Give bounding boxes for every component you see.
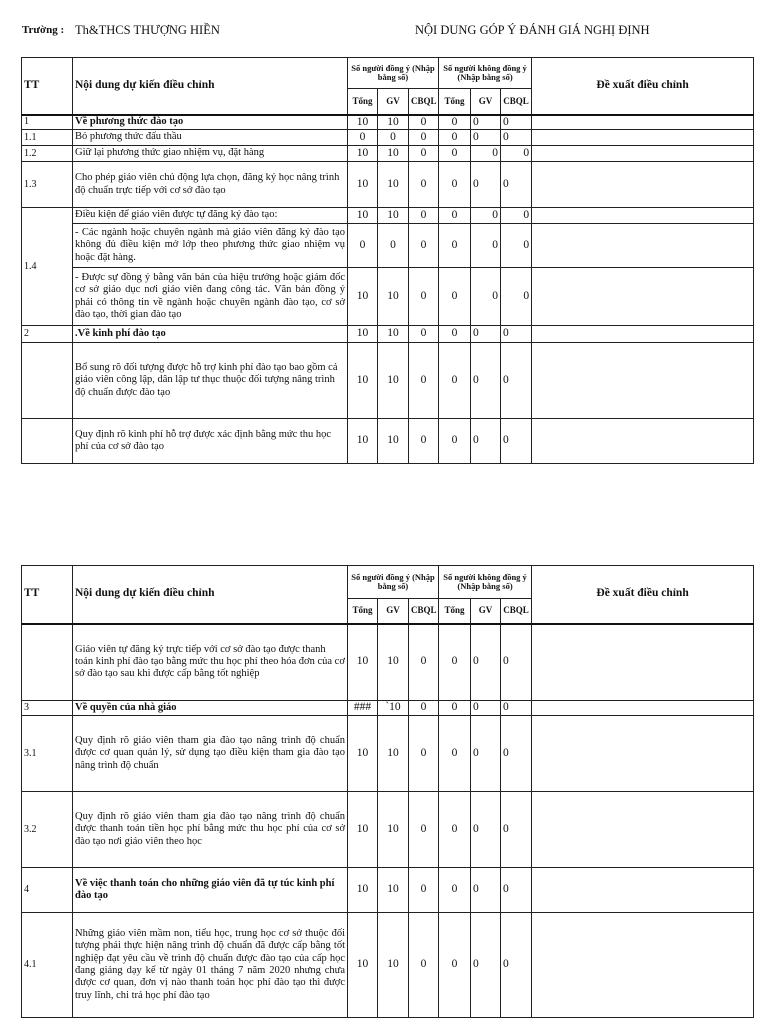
table-row <box>22 343 754 419</box>
row-content: Về phương thức đào tạo <box>73 115 348 130</box>
row-content: Giáo viên tự đăng ký trực tiếp với cơ sở đào tạo được thanh toán kinh phí đào tạo bằng mức thu học phí theo hóa đơn của cơ sở đào tạo sau khi được cấp bằng tốt nghiệp <box>73 624 348 701</box>
header-agree-total: Tổng <box>348 599 378 624</box>
header-row <box>22 58 754 89</box>
disagree-cbql: 0 <box>501 224 532 268</box>
table-row <box>22 716 754 792</box>
header-disagree-group: Số người không đồng ý (Nhập bằng số) <box>439 58 532 89</box>
table-row <box>22 268 754 326</box>
disagree-cbql: 0 <box>501 268 532 326</box>
agree-total: 10 <box>348 326 378 343</box>
agree-total: ### <box>348 701 378 716</box>
proposal-cell[interactable] <box>532 208 754 224</box>
row-content: Về việc thanh toán cho những giáo viên đã tự túc kinh phí đào tạo <box>73 868 348 913</box>
agree-total: 10 <box>348 913 378 1018</box>
disagree-cbql: 0 <box>501 208 532 224</box>
proposal-cell[interactable] <box>532 130 754 146</box>
disagree-cbql: 0 <box>501 162 532 208</box>
header-tt: TT <box>22 566 73 624</box>
header-disagree-gv: GV <box>471 89 501 115</box>
table-row <box>22 792 754 868</box>
disagree-total: 0 <box>439 115 471 130</box>
disagree-cbql: 0 <box>501 716 532 792</box>
agree-cbql: 0 <box>409 146 439 162</box>
agree-gv: 10 <box>378 162 409 208</box>
agree-gv: 10 <box>378 146 409 162</box>
disagree-cbql: 0 <box>501 326 532 343</box>
disagree-cbql: 0 <box>501 913 532 1018</box>
proposal-cell[interactable] <box>532 146 754 162</box>
agree-cbql: 0 <box>409 913 439 1018</box>
disagree-gv: 0 <box>471 146 501 162</box>
disagree-gv: 0 <box>471 115 501 130</box>
table-row <box>22 868 754 913</box>
agree-gv: 10 <box>378 208 409 224</box>
header-proposal: Đề xuất điều chỉnh <box>532 566 754 624</box>
row-number: 3.1 <box>22 716 73 792</box>
agree-gv: 0 <box>378 224 409 268</box>
table-row <box>22 624 754 701</box>
header-agree-gv: GV <box>378 89 409 115</box>
table-row <box>22 224 754 268</box>
header-proposal: Đề xuất điều chỉnh <box>532 58 754 115</box>
proposal-cell[interactable] <box>532 162 754 208</box>
agree-gv: 10 <box>378 115 409 130</box>
agree-gv: 0 <box>378 130 409 146</box>
row-content: Bỏ phương thức đấu thầu <box>73 130 348 146</box>
proposal-cell[interactable] <box>532 419 754 464</box>
agree-gv: 10 <box>378 716 409 792</box>
agree-total: 10 <box>348 208 378 224</box>
row-content: Điều kiện để giáo viên được tự đăng ký đào tạo: <box>73 208 348 224</box>
disagree-total: 0 <box>439 868 471 913</box>
row-content: Giữ lại phương thức giao nhiệm vụ, đặt hàng <box>73 146 348 162</box>
disagree-gv: 0 <box>471 868 501 913</box>
disagree-cbql: 0 <box>501 343 532 419</box>
header-agree-cbql: CBQL <box>409 599 439 624</box>
row-content: Về quyền của nhà giáo <box>73 701 348 716</box>
agree-cbql: 0 <box>409 162 439 208</box>
table-row <box>22 913 754 1018</box>
disagree-gv: 0 <box>471 701 501 716</box>
agree-gv: 10 <box>378 419 409 464</box>
row-content: Quy định rõ giáo viên tham gia đào tạo nâng trình độ chuẩn được cơ quan quản lý, sử dụng tạo điều kiện tham gia đào tạo nâng trình độ chuẩn <box>73 716 348 792</box>
agree-total: 10 <box>348 792 378 868</box>
agree-cbql: 0 <box>409 701 439 716</box>
agree-total: 0 <box>348 130 378 146</box>
disagree-gv: 0 <box>471 913 501 1018</box>
header-agree-total: Tổng <box>348 89 378 115</box>
agree-cbql: 0 <box>409 268 439 326</box>
disagree-cbql: 0 <box>501 130 532 146</box>
agree-cbql: 0 <box>409 419 439 464</box>
disagree-total: 0 <box>439 701 471 716</box>
agree-total: 10 <box>348 716 378 792</box>
disagree-total: 0 <box>439 268 471 326</box>
proposal-cell[interactable] <box>532 624 754 701</box>
agree-gv: 10 <box>378 792 409 868</box>
row-number: 1.2 <box>22 146 73 162</box>
header-disagree-gv: GV <box>471 599 501 624</box>
row-content: Quy định rõ giáo viên tham gia đào tạo nâng trình độ chuẩn được thanh toán tiền học phí bằng mức thu học phí của cơ sở đào tạo nơi giáo viên theo học <box>73 792 348 868</box>
row-number: 1.3 <box>22 162 73 208</box>
disagree-total: 0 <box>439 326 471 343</box>
document-title: NỘI DUNG GÓP Ý ĐÁNH GIÁ NGHỊ ĐỊNH <box>415 23 650 37</box>
row-content: .Về kinh phí đào tạo <box>73 326 348 343</box>
school-label: Trường : <box>22 24 65 36</box>
agree-cbql: 0 <box>409 624 439 701</box>
disagree-gv: 0 <box>471 130 501 146</box>
row-number: 3.2 <box>22 792 73 868</box>
feedback-table-1 <box>21 57 754 464</box>
agree-cbql: 0 <box>409 115 439 130</box>
disagree-total: 0 <box>439 162 471 208</box>
header-disagree-total: Tổng <box>439 89 471 115</box>
proposal-cell[interactable] <box>532 913 754 1018</box>
agree-cbql: 0 <box>409 130 439 146</box>
disagree-total: 0 <box>439 224 471 268</box>
agree-cbql: 0 <box>409 343 439 419</box>
header-agree-group: Số người đồng ý (Nhập bằng số) <box>348 58 439 89</box>
agree-total: 10 <box>348 146 378 162</box>
header-disagree-group: Số người không đồng ý (Nhập bằng số) <box>439 566 532 599</box>
disagree-cbql: 0 <box>501 419 532 464</box>
row-content: Cho phép giáo viên chủ động lựa chọn, đăng ký học nâng trình độ chuẩn trực tiếp với cơ sở đào tạo <box>73 162 348 208</box>
table-row <box>22 701 754 716</box>
row-content: Quy định rõ kinh phí hỗ trợ được xác định bằng mức thu học phí của cơ sở đào tạo <box>73 419 348 464</box>
table-row <box>22 419 754 464</box>
disagree-cbql: 0 <box>501 868 532 913</box>
agree-gv: `10 <box>378 701 409 716</box>
disagree-gv: 0 <box>471 208 501 224</box>
proposal-cell[interactable] <box>532 792 754 868</box>
row-number: 1.4 <box>22 208 73 326</box>
disagree-gv: 0 <box>471 343 501 419</box>
proposal-cell[interactable] <box>532 343 754 419</box>
agree-gv: 10 <box>378 326 409 343</box>
row-number: 1.1 <box>22 130 73 146</box>
agree-gv: 10 <box>378 913 409 1018</box>
disagree-cbql: 0 <box>501 792 532 868</box>
table-row <box>22 130 754 146</box>
disagree-total: 0 <box>439 716 471 792</box>
row-content: - Được sự đồng ý bằng văn bản của hiệu trưởng hoặc giám đốc cơ sở giáo dục nơi giáo viên đang công tác. Văn bản đồng ý phải có thông tin về ngành hoặc chuyên ngành đào tạo, cơ sở đào tạo, thời gian đào tạo <box>73 268 348 326</box>
header-tt: TT <box>22 58 73 115</box>
header-agree-cbql: CBQL <box>409 89 439 115</box>
disagree-cbql: 0 <box>501 624 532 701</box>
row-number: 4 <box>22 868 73 913</box>
agree-cbql: 0 <box>409 792 439 868</box>
agree-total: 10 <box>348 624 378 701</box>
header-row <box>22 566 754 599</box>
disagree-gv: 0 <box>471 624 501 701</box>
disagree-gv: 0 <box>471 716 501 792</box>
row-number <box>22 419 73 464</box>
row-content: Những giáo viên mầm non, tiểu học, trung học cơ sở thuộc đối tượng phải thực hiện nâng trình độ chuẩn đã được cấp bằng tốt nghiệp đạt yêu cầu về trình độ chuẩn được đào tạo của cấp học đang giảng dạy kể từ ngày 01 tháng 7 năm 2020 nhưng chưa được cơ quan, đơn vị nào thanh toán học phí đào tạo thì được truy lĩnh, chi trả học phí đào tạo <box>73 913 348 1018</box>
agree-gv: 10 <box>378 624 409 701</box>
cut-off-row <box>21 1018 753 1024</box>
agree-gv: 10 <box>378 868 409 913</box>
proposal-cell[interactable] <box>532 716 754 792</box>
header-agree-gv: GV <box>378 599 409 624</box>
row-number: 2 <box>22 326 73 343</box>
agree-cbql: 0 <box>409 716 439 792</box>
table-row <box>22 326 754 343</box>
disagree-total: 0 <box>439 130 471 146</box>
agree-total: 10 <box>348 868 378 913</box>
disagree-total: 0 <box>439 792 471 868</box>
school-name: Th&THCS THƯỢNG HIỀN <box>75 23 220 37</box>
disagree-total: 0 <box>439 343 471 419</box>
disagree-total: 0 <box>439 146 471 162</box>
row-content: Bổ sung rõ đối tượng được hỗ trợ kinh phí đào tạo bao gồm cả giáo viên công lập, dân lập tư thục thuộc đối tượng nâng trình độ chuẩn được đào tạo <box>73 343 348 419</box>
header-disagree-cbql: CBQL <box>501 89 532 115</box>
proposal-cell[interactable] <box>532 326 754 343</box>
proposal-cell[interactable] <box>532 268 754 326</box>
disagree-gv: 0 <box>471 792 501 868</box>
proposal-cell[interactable] <box>532 115 754 130</box>
document-header <box>22 23 722 39</box>
agree-cbql: 0 <box>409 326 439 343</box>
disagree-total: 0 <box>439 913 471 1018</box>
disagree-total: 0 <box>439 208 471 224</box>
disagree-cbql: 0 <box>501 115 532 130</box>
row-number: 4.1 <box>22 913 73 1018</box>
header-disagree-total: Tổng <box>439 599 471 624</box>
header-content: Nội dung dự kiến điều chỉnh <box>73 58 348 115</box>
disagree-total: 0 <box>439 419 471 464</box>
agree-total: 10 <box>348 343 378 419</box>
disagree-cbql: 0 <box>501 146 532 162</box>
disagree-total: 0 <box>439 624 471 701</box>
row-number: 3 <box>22 701 73 716</box>
table-row <box>22 162 754 208</box>
row-number: 1 <box>22 115 73 130</box>
agree-total: 10 <box>348 268 378 326</box>
header-agree-group: Số người đồng ý (Nhập bằng số) <box>348 566 439 599</box>
table-row <box>22 208 754 224</box>
proposal-cell[interactable] <box>532 868 754 913</box>
row-number <box>22 343 73 419</box>
disagree-gv: 0 <box>471 224 501 268</box>
proposal-cell[interactable] <box>532 701 754 716</box>
agree-cbql: 0 <box>409 868 439 913</box>
agree-total: 10 <box>348 419 378 464</box>
proposal-cell[interactable] <box>532 224 754 268</box>
table-row <box>22 115 754 130</box>
table-row <box>22 146 754 162</box>
row-content: - Các ngành hoặc chuyên ngành mà giáo viên đăng ký đào tạo không đủ điều kiện mở lớp theo phương thức giao nhiệm vụ hoặc đặt hàng. <box>73 224 348 268</box>
agree-total: 10 <box>348 162 378 208</box>
feedback-table-2 <box>21 565 754 1018</box>
disagree-gv: 0 <box>471 268 501 326</box>
agree-total: 10 <box>348 115 378 130</box>
disagree-cbql: 0 <box>501 701 532 716</box>
disagree-gv: 0 <box>471 162 501 208</box>
agree-total: 0 <box>348 224 378 268</box>
agree-gv: 10 <box>378 343 409 419</box>
agree-cbql: 0 <box>409 208 439 224</box>
agree-cbql: 0 <box>409 224 439 268</box>
header-content: Nội dung dự kiến điều chỉnh <box>73 566 348 624</box>
disagree-gv: 0 <box>471 326 501 343</box>
row-number <box>22 624 73 701</box>
disagree-gv: 0 <box>471 419 501 464</box>
agree-gv: 10 <box>378 268 409 326</box>
header-disagree-cbql: CBQL <box>501 599 532 624</box>
